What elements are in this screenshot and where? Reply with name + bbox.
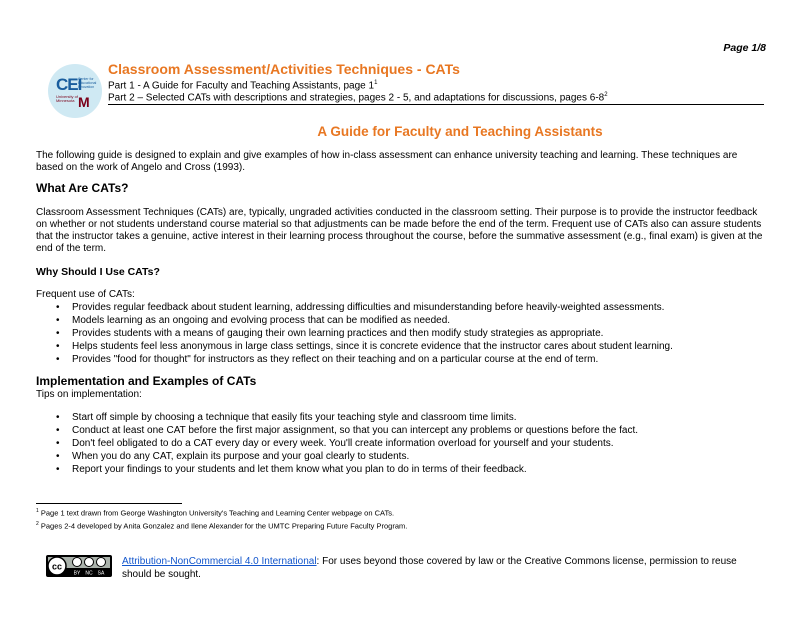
logo-institution: University of Minnesota — [56, 94, 79, 103]
section-subtitle: A Guide for Faculty and Teaching Assistants — [317, 124, 603, 139]
part2-line: Part 2 – Selected CATs with descriptions and strategies, pages 2 - 5, and adaptations for discussions, pages $6-8^2$ — [108, 92, 608, 104]
document-title: Classroom Assessment/Activities Techniques - CATs — [108, 61, 460, 77]
cc-by-label: BY — [73, 570, 81, 577]
cei-logo — [48, 64, 102, 118]
list-item: • Provides regular feedback about student learning, addressing difficulties and misunderstanding before heavily-weighted assessments. — [56, 301, 776, 314]
why-heading: Why Should I Use CATs? — [36, 266, 160, 278]
why-lead: Frequent use of CATs: — [36, 289, 135, 300]
impl-lead: Tips on implementation: — [36, 389, 142, 400]
title-divider — [108, 104, 764, 105]
list-item: • Don't feel obligated to do a CAT every day or every week. You'll create information overload for yourself and your students. — [56, 437, 776, 450]
cc-nc-label: NC — [85, 570, 93, 577]
license-text: : For uses beyond those covered by law or the Creative Commons license, permission to reuse should be sought. — [122, 556, 737, 580]
creative-commons-badge — [46, 555, 112, 577]
list-item: • Report your findings to your students and let them know what you plan to do in terms of their feedback. — [56, 463, 776, 476]
footnote-divider — [36, 503, 182, 504]
list-item: • Provides students with a means of gauging their own learning practices and then modify study strategies as appropriate. — [56, 327, 776, 340]
list-item: • Provides "food for thought" for instructors as they reflect on their teaching and on a particular course at the end of term. — [56, 353, 776, 366]
list-item: • Helps students feel less anonymous in large class settings, since it is concrete evidence that the instructor cares about student learning. — [56, 340, 776, 353]
intro-paragraph: The following guide is designed to explain and give examples of how in-class assessment can enhance university teaching and learning. These techniques are based on the work of Angelo and Cross (1993). — [36, 150, 738, 173]
what-heading: What Are CATs? — [36, 181, 129, 195]
footnote-1: $^1$ Page 1 text drawn from George Washington University's Teaching and Learning Center webpage on CATs. — [36, 508, 395, 518]
impl-heading: Implementation and Examples of CATs — [36, 374, 257, 388]
license-link[interactable]: Attribution-NonCommercial 4.0 International — [122, 556, 317, 567]
list-item: • Conduct at least one CAT before the first major assignment, so that you can intercept any problems or questions before the fact. — [56, 424, 776, 437]
list-item: • Start off simple by choosing a technique that easily fits your teaching style and classroom time limits. — [56, 411, 776, 424]
what-paragraph: Classroom Assessment Techniques (CATs) are, typically, ungraded activities conducted in the classroom setting. Their purpose is to provide the instructor feedback on whether or not students understand course material so that adjustments can be made before the end of the term. Frequent use of CATs also can assure students that the instructor takes a genuine, active interest in their learning process throughout the course, before the summative assessment (e.g., final exam) is given at the end of the term. — [36, 207, 763, 254]
page-number: Page 1/8 — [723, 42, 766, 54]
list-item: • Models learning as an ongoing and evolving process that can be modified as needed. — [56, 314, 776, 327]
list-item: • When you do any CAT, explain its purpose and your goal clearly to students. — [56, 450, 776, 463]
cc-sa-label: SA — [97, 570, 105, 577]
logo-m-mark: M — [78, 94, 90, 110]
impl-list — [56, 411, 776, 476]
part1-line: Part 1 - A Guide for Faculty and Teaching Assistants, page $1^1$ — [108, 80, 378, 92]
license-note — [122, 555, 762, 581]
logo-tagline: Center for Educational Innovation — [78, 77, 97, 89]
logo-acronym: CEI — [56, 75, 82, 94]
footnote-2: $^2$ Pages 2-4 developed by Anita Gonzalez and Ilene Alexander for the UMTC Preparing Future Faculty Program. — [36, 521, 408, 531]
svg-text:cc: cc — [51, 561, 63, 572]
why-list — [56, 301, 776, 366]
